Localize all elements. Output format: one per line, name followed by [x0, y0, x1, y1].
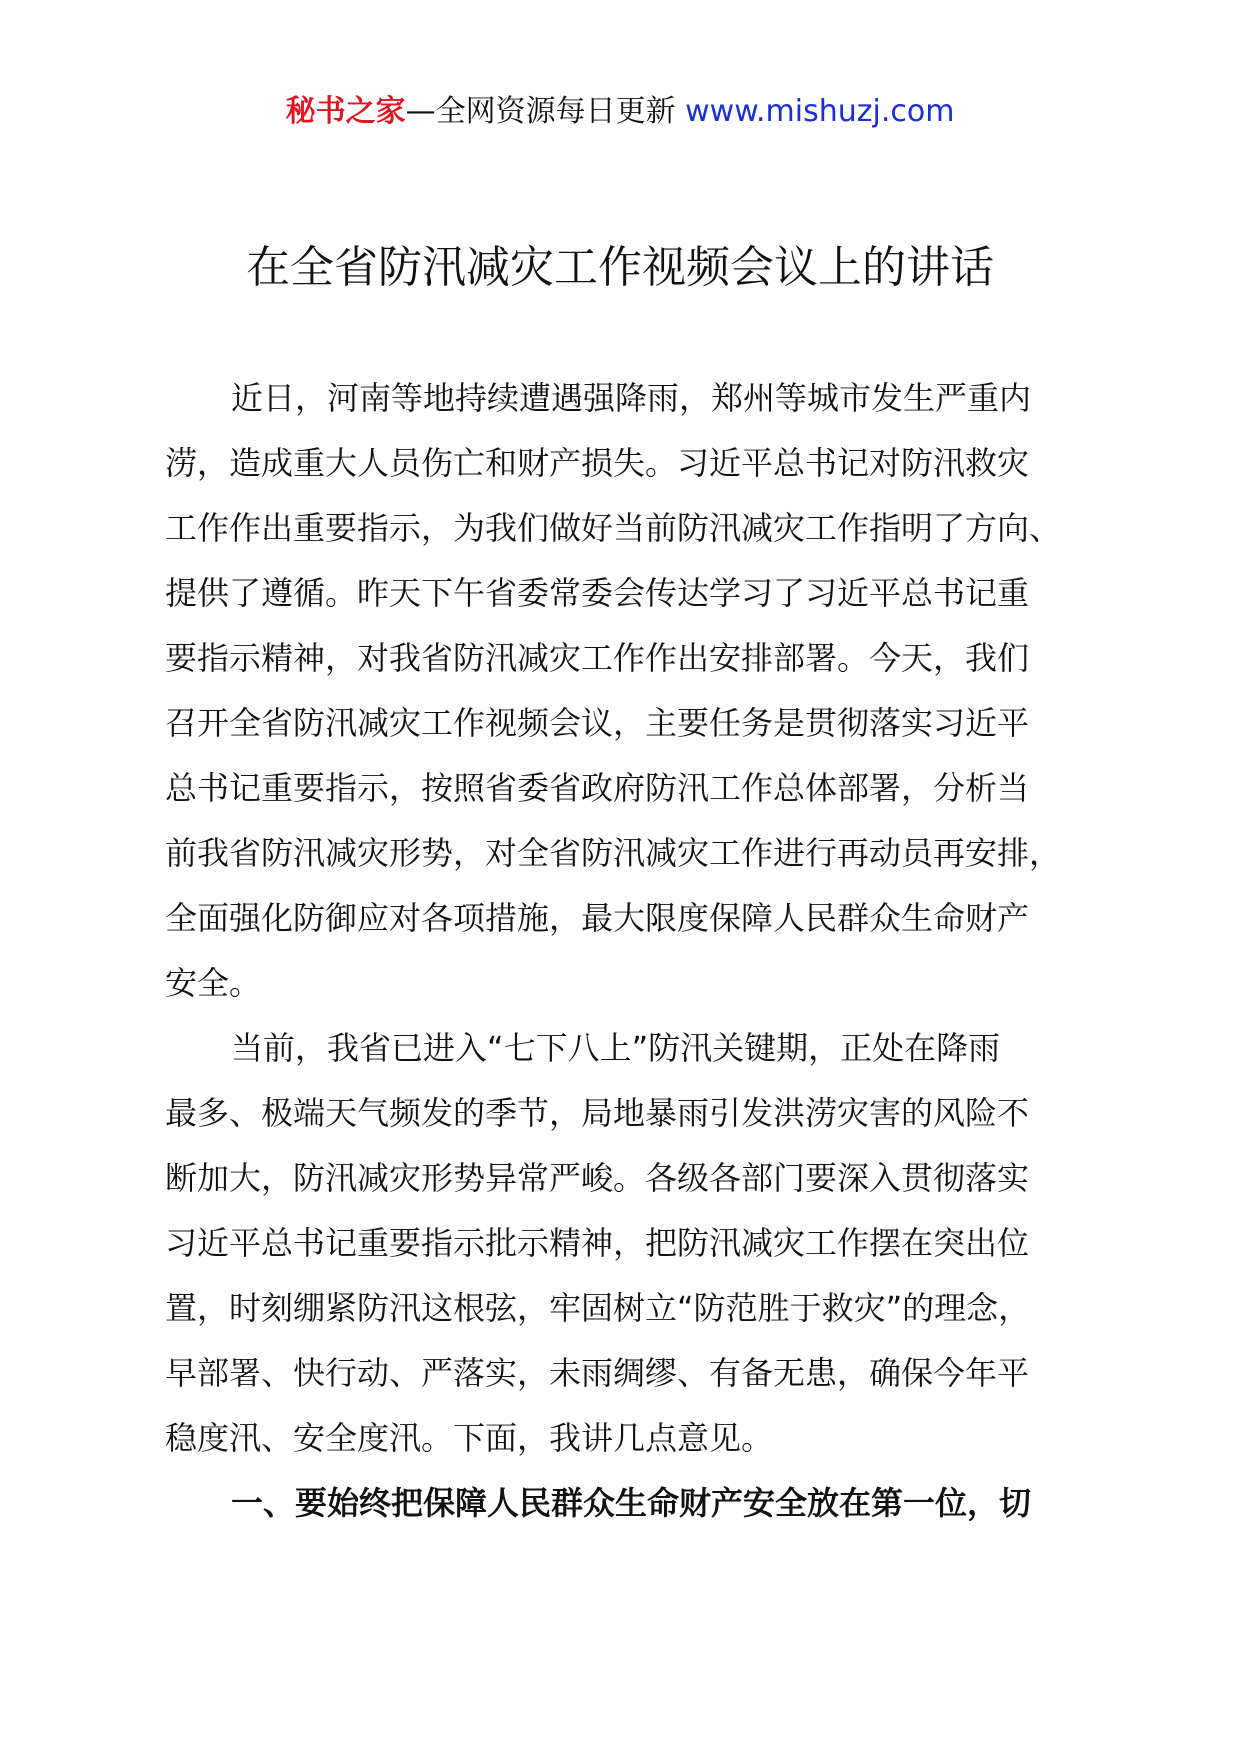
- text-line: 提供了遵循。昨天下午省委常委会传达学习了习近平总书记重: [165, 574, 1030, 612]
- paragraph-situation: [165, 1016, 1130, 1471]
- document-body: [165, 366, 1130, 1536]
- text-line: 稳度汛、安全度汛。下面，我讲几点意见。: [165, 1419, 774, 1457]
- text-line: 当前，我省已进入“七下八上”防汛关键期，正处在降雨: [231, 1029, 1001, 1067]
- text-line: 召开全省防汛减灾工作视频会议，主要任务是贯彻落实习近平: [165, 704, 1030, 742]
- text-line: 早部署、快行动、严落实，未雨绸缪、有备无患，确保今年平: [165, 1354, 1030, 1392]
- section-heading-one: [165, 1471, 1130, 1536]
- text-line: 习近平总书记重要指示批示精神，把防汛减灾工作摆在突出位: [165, 1224, 1030, 1262]
- text-line: 要指示精神，对我省防汛减灾工作作出安排部署。今天，我们: [165, 639, 1030, 677]
- text-line: 置，时刻绷紧防汛这根弦，牢固树立“防范胜于救灾”的理念，: [165, 1289, 1031, 1327]
- text-line: 前我省防汛减灾形势，对全省防汛减灾工作进行再动员再安排，: [165, 834, 1062, 872]
- text-line: 断加大，防汛减灾形势异常严峻。各级各部门要深入贯彻落实: [165, 1159, 1030, 1197]
- site-url-link[interactable]: www.mishuzj.com: [685, 94, 955, 129]
- document-title: 在全省防汛减灾工作视频会议上的讲话: [246, 242, 994, 293]
- site-header: [0, 92, 1240, 132]
- text-line: 工作作出重要指示，为我们做好当前防汛减灾工作指明了方向、: [165, 509, 1062, 547]
- section-heading-line: 一、要始终把保障人民群众生命财产安全放在第一位，切: [231, 1484, 1032, 1522]
- brand-name: 秘书之家: [285, 94, 406, 129]
- text-line: 安全。: [165, 964, 262, 1002]
- text-line: 涝，造成重大人员伤亡和财产损失。习近平总书记对防汛救灾: [165, 444, 1030, 482]
- text-line: 全面强化防御应对各项措施，最大限度保障人民群众生命财产: [165, 899, 1030, 937]
- header-slogan: —全网资源每日更新: [405, 94, 676, 129]
- text-line: 近日，河南等地持续遭遇强降雨，郑州等城市发生严重内: [231, 379, 1032, 417]
- text-line: 最多、极端天气频发的季节，局地暴雨引发洪涝灾害的风险不: [165, 1094, 1030, 1132]
- paragraph-intro: [165, 366, 1130, 1016]
- text-line: 总书记重要指示，按照省委省政府防汛工作总体部署，分析当: [165, 769, 1030, 807]
